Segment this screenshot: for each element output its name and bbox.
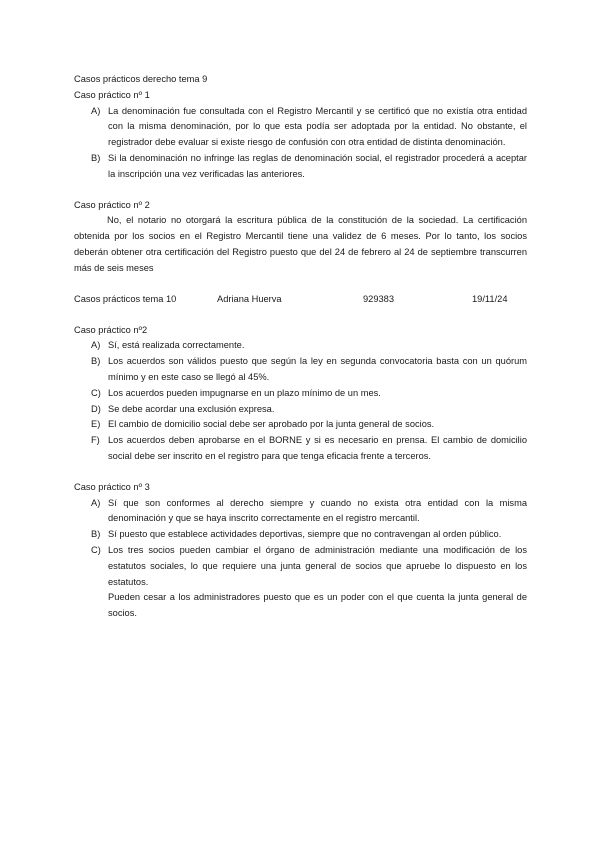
list-item (74, 527, 527, 543)
case2-heading: Caso práctico nº 2 (74, 199, 150, 210)
list-text: La denominación fue consultada con el Registro Mercantil y se certificó que no existía otra entidad con la misma denominación, por lo que esta podía ser adoptada por la entidad. No obstante, el registrador debe evaluar si existe riesgo de confusión con otra entidad de distinta denominación. (108, 105, 527, 148)
list-marker: F) (91, 435, 100, 446)
list-marker: B) (91, 152, 101, 163)
tema9-title: Casos prácticos derecho tema 9 (74, 74, 208, 84)
document-date: 19/11/24 (472, 293, 508, 304)
list-text: Se debe acordar una exclusión expresa. (108, 403, 275, 414)
case2-paragraph: No, el notario no otorgará la escritura pública de la constitución de la sociedad. La certificación obtenida por los socios en el Registro Mercantil tiene una validez de 6 meses. Por lo tanto, los socios deberán obtener otra certificación del Registro puesto que del 24 de febrero al 24 de septiembre transcurren más de seis meses (74, 215, 527, 273)
case1-list (74, 104, 527, 183)
list-item (74, 104, 527, 151)
list-text: Los tres socios pueden cambiar el órgano de administración mediante una modificación de los estatutos sociales, lo que requiere una junta general de socios que apruebe lo dispuesto en los estatutos. (108, 544, 527, 587)
list-item (74, 354, 527, 386)
author-name: Adriana Huerva (217, 293, 282, 304)
t10-case3-list (74, 496, 527, 591)
list-text: Los acuerdos son válidos puesto que según la ley en segunda convocatoria basta con un quórum mínimo y en este caso se llegó al 45%. (108, 356, 527, 382)
list-marker: E) (91, 419, 101, 430)
list-item (74, 151, 527, 183)
list-text: Los acuerdos deben aprobarse en el BORNE y si es necesario en prensa. El cambio de domicilio social debe ser inscrito en el registro para que tenga eficacia frente a terceros. (108, 435, 527, 461)
t10-case2-heading: Caso práctico nº2 (74, 324, 148, 335)
list-marker: A) (91, 105, 101, 116)
list-marker: A) (91, 340, 101, 351)
list-item (74, 543, 527, 590)
case1-heading: Caso práctico nº 1 (74, 89, 150, 100)
list-marker: B) (91, 356, 101, 367)
list-text: Los acuerdos pueden impugnarse en un plazo mínimo de un mes. (108, 387, 381, 398)
list-marker: C) (91, 544, 101, 555)
list-item (74, 338, 527, 354)
list-marker: C) (91, 387, 101, 398)
list-text: Sí, está realizada correctamente. (108, 340, 245, 351)
list-marker: A) (91, 497, 101, 508)
list-text: Si la denominación no infringe las reglas de denominación social, el registrador procederá a aceptar la inscripción una vez verificadas las anteriores. (108, 152, 527, 179)
t10-case2-list (74, 338, 527, 464)
list-text: El cambio de domicilio social debe ser aprobado por la junta general de socios. (108, 419, 435, 430)
student-id: 929383 (363, 293, 395, 304)
list-text: Sí puesto que establece actividades deportivas, siempre que no contravengan al orden público. (108, 529, 502, 540)
tema10-header (74, 292, 527, 308)
list-item (74, 417, 527, 433)
list-item (74, 433, 527, 465)
t10-case3-heading: Caso práctico nº 3 (74, 481, 150, 492)
list-item (74, 496, 527, 528)
list-item (74, 386, 527, 402)
list-marker: D) (91, 403, 101, 414)
list-item (74, 402, 527, 418)
case3-extra-paragraph: Pueden cesar a los administradores puesto que es un poder con el que cuenta la junta general de socios. (108, 592, 527, 619)
list-text: Sí que son conformes al derecho siempre y cuando no exista otra entidad con la misma denominación y que se haya inscrito correctamente en el registro mercantil. (108, 497, 527, 524)
tema10-title: Casos prácticos tema 10 (74, 293, 177, 304)
list-marker: B) (91, 529, 101, 540)
document-content (74, 72, 527, 622)
